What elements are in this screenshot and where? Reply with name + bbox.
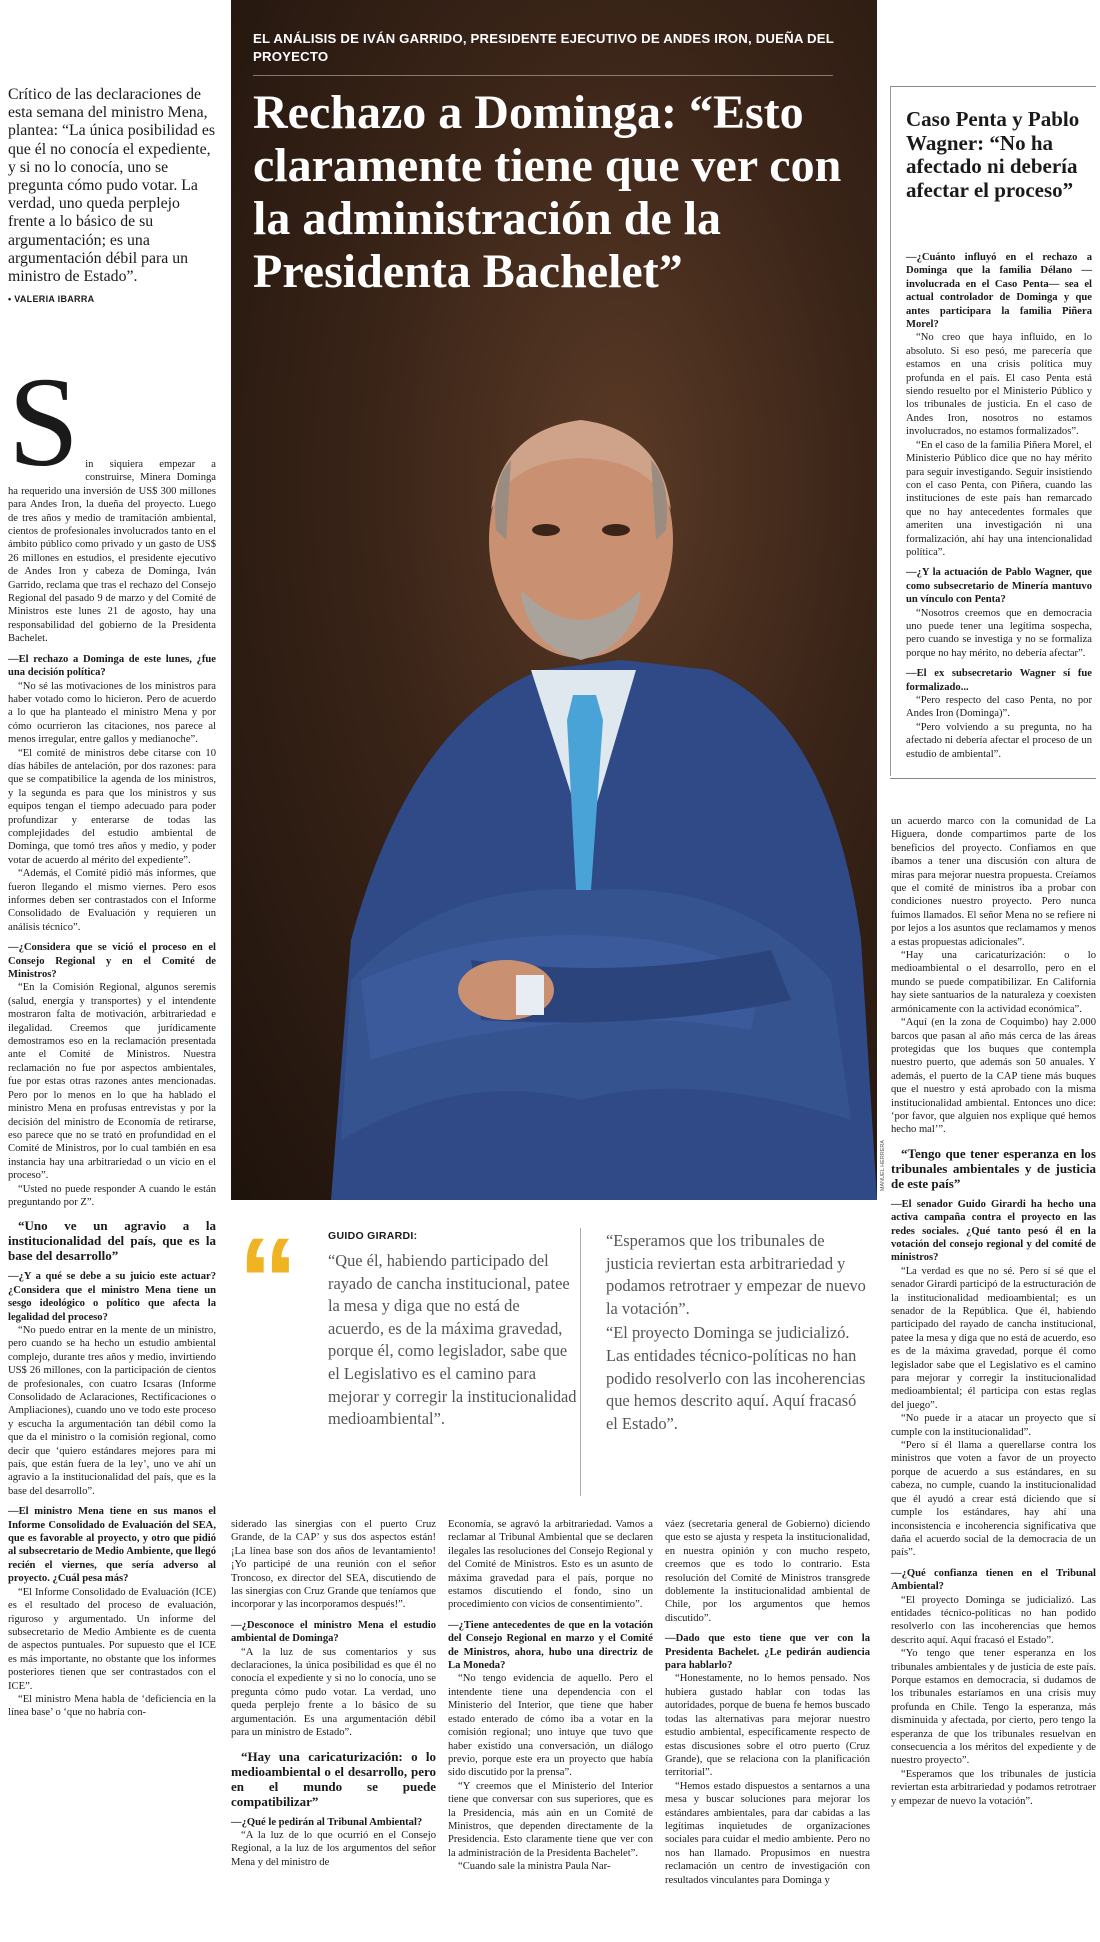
paragraph: “Además, el Comité pidió más informes, que fueron llegando el mismo viernes. Pero esos informes deben ser contrastados con el Informe Consolidado de Evaluación y requieren un análisis técnico”. — [8, 868, 216, 933]
question: —¿Y a qué se debe a su juicio este actuar?¿Considera que el ministro Mena tiene un sesgo ideológico o político que afecta la legalidad del proceso? — [8, 1271, 216, 1323]
quote-mark-icon: “ — [238, 1213, 298, 1347]
paragraph: “Pero respecto del caso Penta, no por Andes Iron (Dominga)”. — [906, 695, 1092, 720]
headline: Rechazo a Dominga: “Esto claramente tiene que ver con la administración de la Presidenta Bachelet” — [253, 86, 842, 298]
photo-credit: MANUEL HERRERA — [880, 1140, 886, 1192]
paragraph: váez (secretaria general de Gobierno) diciendo que esto se ajusta y respeta la institucionalidad, en nuestra opinión y con mucho respeto, creemos que es todo lo contrario. Esta resolución del Comité de Ministros transgrede doblemente la institucionalidad ambiental de Chile, por los argumentos que hemos discutido”. — [665, 1519, 870, 1624]
paragraph: siderado las sinergias con el puerto Cruz Grande, de la CAP’ y sus dos aspectos están! ¡La línea base son dos años de levantamiento! ¡Yo participé de una reunión con el señor Troncoso, ex director del SEA, discutiendo de las sinergias con Cruz Grande que teníamos que incorporar y las incorporamos después!”. — [231, 1519, 436, 1611]
question: —¿Qué confianza tienen en el Tribunal Ambiental? — [891, 1567, 1096, 1593]
paragraph: “A la luz de lo que ocurrió en el Consejo Regional, a la luz de los argumentos del señor Mena y del ministro de — [231, 1829, 436, 1868]
right-column — [891, 815, 1096, 1808]
column-4 — [665, 1518, 870, 1887]
paragraph: “El comité de ministros debe citarse con 10 días hábiles de antelación, por dos razones: para que se compatibilice la agenda de los ministros, y la segunda es para que los ministros y sus equipos tengan el tiempo adecuado para poder profundizar y enterarse de todas las complejidades del estudio ambiental de Dominga, que tomó tres años y medio, y poder votar de acuerdo al mérito del expediente”. — [8, 747, 216, 866]
question: —El ministro Mena tiene en sus manos el Informe Consolidado de Evaluación del SEA, que es favorable al proyecto, y otro que pidió al subsecretario de Medio Ambiente, que llegó recién el viernes, que sería adverso al proyecto. ¿Cuál pesa más? — [8, 1506, 216, 1585]
intro-text: in siquiera empezar a construirse, Minera Dominga ha requerido una inversión de US$ 300 millones para Andes Iron, la dueña del proyecto. Luego de tres años y medio de tramitación ambiental, cientos de profesionales involucrados tanto en el ámbito público como privado y un gasto de US$ 26 millones en estudios, el presidente ejecutivo de Andes Iron y cabeza de Dominga, Iván Garrido, reclama que tras el rechazo del Consejo Regional del pasado 9 de marzo y del Comité de Ministros este lunes 21 de agosto, hay una responsabilidad del gobierno de la Presidenta Bachelet. — [8, 459, 216, 645]
drop-cap: S — [8, 351, 80, 493]
paragraph: “No creo que haya influido, en lo absoluto. Si eso pesó, me parecería que estamos en una crisis política muy profunda en el país. El caso Penta está siendo resuelto por el Ministerio Público y los tribunales de justicia. En el caso de Andes Iron, nosotros no estamos involucrados, no estamos formalizados”. — [906, 332, 1092, 438]
sidebar-box-body — [906, 244, 1092, 761]
question: —El ex subsecretario Wagner sí fue formalizado... — [906, 668, 1092, 693]
quote-attribution: GUIDO GIRARDI: — [328, 1230, 418, 1242]
question: —¿Cuánto influyó en el rechazo a Dominga que la familia Délano —involucrada en el Caso Penta— sea el actual controlador de Dominga y que antes participara la familia Piñera Morel? — [906, 252, 1092, 331]
box-bottom-rule — [890, 778, 1096, 779]
paragraph: “Hay una caricaturización: o lo medioambiental o el desarrollo, pero en el mundo se puede compatibilizar. En California hay siete santuarios de la naturaleza y coexisten armónicamente con la actividad económica”. — [891, 950, 1096, 1015]
column-3 — [448, 1518, 653, 1874]
paragraph: “No tengo evidencia de aquello. Pero el intendente tiene una dependencia con el Ministerio del Interior, que tiene que haber estado enterado de cómo iba a votar en la comisión regional; uno intuye que tuvo que haber existido una conversación, un diálogo previo, porque este era un proyecto que había sido discutido por la prensa”. — [448, 1673, 653, 1779]
paragraph: “Esperamos que los tribunales de justicia reviertan esta arbitrariedad y podamos retrotraer y empezar de nuevo la votación”. — [891, 1768, 1096, 1807]
paragraph: “Nosotros creemos que en democracia uno puede tener una legítima sospecha, pero cuando se investiga y no se formaliza porque no hay mérito, no debería afectar”. — [906, 607, 1092, 659]
portrait-illustration — [291, 420, 877, 1200]
question: —¿Tiene antecedentes de que en la votación del Consejo Regional en marzo y el Comité de Ministros, ahora, hubo una directriz de La Moneda? — [448, 1619, 653, 1672]
intro-paragraph — [8, 351, 216, 1720]
paragraph: “Usted no puede responder A cuando le están preguntando por Z”. — [8, 1183, 216, 1208]
pull-quote-left — [8, 86, 216, 308]
pull-quote-girardi: “Que él, habiendo participado del rayado de cancha institucional, patee la mesa y diga que no está de acuerdo, es de la máxima gravedad, porque él, como legislador, sabe que el Legislativo es el camino para mejorar y corregir la institucionalidad medioambiental”. — [328, 1251, 577, 1429]
paragraph: “No sé las motivaciones de los ministros para haber votado como lo hicieron. Pero de acuerdo a lo que ha planteado el ministro Mena y por cómo ocurrieron las citaciones, nos parece al menos irregular, entre gallos y medianoche”. — [8, 680, 216, 746]
pull-quote-garrido-2: “El proyecto Dominga se judicializó. Las entidades técnico-políticas no han podido resolverlo con las incoherencias que hemos descrito aquí. Aquí fracasó el Estado”. — [606, 1323, 866, 1433]
paragraph: “El proyecto Dominga se judicializó. Las entidades técnico-políticas no han podido resolverlo con las incoherencias que hemos descrito aquí. Aquí fracasó el Estado”. — [891, 1594, 1096, 1646]
left-column — [8, 653, 216, 1720]
pull-quote-garrido-1: “Esperamos que los tribunales de justicia reviertan esta arbitrariedad y podamos retrotraer y empezar de nuevo la votación”. — [606, 1231, 866, 1318]
column-2 — [231, 1518, 436, 1869]
kicker-divider — [253, 75, 833, 76]
subheading: “Hay una caricaturización: o lo medioambiental o el desarrollo, pero en el mundo se puede compatibilizar” — [231, 1748, 436, 1809]
subheading: “Uno ve un agravio a la institucionalidad del país, que es la base del desarrollo” — [8, 1218, 216, 1264]
paragraph: “En la Comisión Regional, algunos seremis (salud, energía y transportes) y el intendente mostraron falta de motivación, arbitrariedad e ilegalidad. Creemos que jurídicamente demostramos eso en la reclamación presentada ante el Comité de Ministros. Nuestra reclamación no fue por aspectos ambientales, fue por estas otras razones antes mencionadas. Pero por lo menos en lo que ha hablado el ministro Mena en profusas entrevistas y por la decisión del ministro de Economía de retirarse, eso parece que no se trató en profundidad en el Comité de Ministros, por lo cual también en esa instancia hay una arbitrariedad o un vicio en el proceso”. — [8, 982, 216, 1182]
paragraph: “La verdad es que no sé. Pero sí sé que el senador Girardi participó de la estructuración de la institucionalidad medioambiental; es un senador de la República. Que él, habiendo participado del rayado de cancha institucional, patee la mesa y diga que no está de acuerdo, eso es de la máxima gravedad, porque él como legislador sabe que el Legislativo es el camino para mejorar y corregir la institucionalidad medioambiental; él participa con estas reglas del juego”. — [891, 1265, 1096, 1411]
question: —¿Qué le pedirán al Tribunal Ambiental? — [231, 1816, 423, 1828]
paragraph: “Cuando sale la ministra Paula Nar- — [458, 1861, 611, 1873]
paragraph: “En el caso de la familia Piñera Morel, el Ministerio Público dice que no hay mérito para seguir investigando. Seguir insistiendo con el caso Penta, con Piñera, cuando las instituciones de este país han remarcado que no hay antecedentes formales que ameriten una investigación ni una formalización, ahí hay una intencionalidad política”. — [906, 439, 1092, 558]
paragraph: “Aquí (en la zona de Coquimbo) hay 2.000 barcos que pasan al año más cerca de las áreas protegidas que los buques que contempla nuestro puerto, que además son 50 anuales. Y además, el puerto de la CAP tiene más buques que el nuestro y está aprobado con la misma institucionalidad ambiental. Entonces uno dice: ‘por favor, que alguien nos explique qué hemos hecho mal’”. — [891, 1017, 1096, 1136]
paragraph: “Pero volviendo a su pregunta, no ha afectado ni debería afectar el proceso de un estudio de ambiental”. — [906, 721, 1092, 760]
question: —El rechazo a Dominga de este lunes, ¿fue una decisión política? — [8, 653, 216, 679]
sidebar-box-title: Caso Penta y Pablo Wagner: “No ha afectado ni debería afectar el proceso” — [906, 107, 1080, 202]
paragraph: “Y creemos que el Ministerio del Interior tiene que conversar con sus superiores, que es la Presidencia, más aún en un Comité de Ministros, que dependen directamente de la Presidencia. Esto claramente tiene que ver con la administración de la Presidenta Bachelet”. — [448, 1780, 653, 1859]
pull-quote-garrido — [606, 1230, 866, 1435]
paragraph: “El ministro Mena habla de ‘deficiencia en la línea base’ o ‘que no habría con- — [8, 1693, 216, 1719]
question: —¿Considera que se vició el proceso en el Consejo Regional y en el Comité de Ministros? — [8, 942, 216, 981]
byline: • VALERIA IBARRA — [8, 294, 95, 305]
subheading: “Tengo que tener esperanza en los tribunales ambientales y de justicia de este país” — [891, 1145, 1096, 1191]
question: —El senador Guido Girardi ha hecho una activa campaña contra el proyecto en las redes sociales. ¿Qué tanto pesó él en la votación del consejo regional y del comité de ministros? — [891, 1198, 1096, 1264]
pull-quote-text: Crítico de las declaraciones de esta semana del ministro Mena, plantea: “La única posibilidad es que él no conocía el expediente, y si no lo conocía, uno se pregunta cómo pudo votar. La verdad, uno queda perplejo frente a lo básico de su argumentación; es una argumentación débil para un ministro de Estado”. — [8, 86, 216, 286]
paragraph: “Honestamente, no lo hemos pensado. Nos hubiera gustado hablar con todas las autoridades, porque de buena fe hemos buscado todas las alternativas para mejorar nuestro estudio ambiental, específicamente respecto de estas discusiones sobre el otro puerto (Cruz Grande), que se relaciona con la planificación territorial”. — [665, 1673, 870, 1779]
paragraph: un acuerdo marco con la comunidad de La Higuera, donde compartimos parte de los beneficios del proyecto. Confiamos en que íbamos a tener una discusión con altura de miras para mejorar nuestra propuesta. Creíamos que el comité de ministros iba a probar con condiciones nuestro proyecto. Pero nunca fuimos llamados. El señor Mena no se refiere ni por lejos a los asuntos que reclamamos y menos a estas propuestas adicionales”. — [891, 816, 1096, 948]
paragraph: “No puedo entrar en la mente de un ministro, pero cuando se ha hecho un estudio ambiental complejo, durante tres años y medio, invirtiendo US$ 26 millones, con la participación de cientos de profesionales, con cuatro Icsaras (Informe Consolidado de Aclaraciones, Rectificaciones o Ampliaciones), cuando uno ve todo este proceso y escucha la argumentación tan débil como la que da el ministro o la comisión regional, como decir que ‘quiero estándares mejores para mi país, que están fuera de la ley’, uno ve ahí un agravio a la institucionalidad del país, que es la base del desarrollo”. — [8, 1324, 216, 1497]
paragraph: “A la luz de sus comentarios y sus declaraciones, la única posibilidad es que él no conocía el expediente y si no lo conocía, uno se pregunta cómo pudo votar. La verdad, uno queda perplejo frente a lo básico de su argumentación. Es una argumentación débil para un ministro de Estado”. — [231, 1646, 436, 1739]
quote-divider — [580, 1228, 581, 1496]
kicker: EL ANÁLISIS DE IVÁN GARRIDO, PRESIDENTE EJECUTIVO DE ANDES IRON, DUEÑA DEL PROYECTO — [253, 31, 834, 64]
paragraph: “No puede ir a atacar un proyecto que sí cumple con la institucionalidad”. — [891, 1413, 1096, 1438]
paragraph: Economía, se agravó la arbitrariedad. Vamos a reclamar al Tribunal Ambiental que se declaren ilegales las resoluciones del Consejo Regional y del Comité de Ministros. Esto es un asunto de máxima gravedad para el país, porque no estamos discutiendo el fondo, sino un procedimiento con vicios de consentimiento”. — [448, 1519, 653, 1611]
paragraph: “Pero sí él llama a querellarse contra los ministros que voten a favor de un proyecto porque de acuerdo a sus estándares, en su cabeza, no cumple, cuando la institucionalidad que él ayudó a crear está diciendo que sí cumple los estándares, hay ahí una inconsistencia e incoherencia significativa que daña el acuerdo social de la democracia de un país”. — [891, 1440, 1096, 1559]
paragraph: “Hemos estado dispuestos a sentarnos a una mesa y buscar soluciones para mejorar los estándares ambientales, para dar cabidas a las legítimas inquietudes de organizaciones sociales para cuidar el medio ambiente. Pero no nos han llamado. Propusimos en nuestra reclamación un centro de investigación con resultados vinculantes para Dominga y — [665, 1780, 870, 1886]
question: —Dado que esto tiene que ver con la Presidenta Bachelet. ¿Le pedirán audiencia para hablarlo? — [665, 1633, 870, 1672]
question: —¿Y la actuación de Pablo Wagner, que como subsecretario de Minería mantuvo un vínculo con Penta? — [906, 567, 1092, 606]
paragraph: “Yo tengo que tener esperanza en los tribunales ambientales y de justicia de este país. Porque estamos en democracia, si dudamos de los tribunales estaríamos en una crisis muy profunda en Chile. Tengo la esperanza, más disminuida y afectada, por cierto, pero tengo la esperanza de que los tribunales resuelvan en consecuencia a los méritos del expediente y de nuestro proyecto”. — [891, 1648, 1096, 1767]
question: —¿Desconoce el ministro Mena el estudio ambiental de Dominga? — [231, 1619, 436, 1645]
paragraph: “El Informe Consolidado de Evaluación (ICE) es el resultado del proceso de evaluación, riguroso y argumentado. Un informe del subsecretario de Medio Ambiente es de cuenta de aspectos puntuales. Por supuesto que el ICE es más importante, no obstante que los informes posteriores tienen que ser contrastados con el ICE”. — [8, 1586, 216, 1692]
